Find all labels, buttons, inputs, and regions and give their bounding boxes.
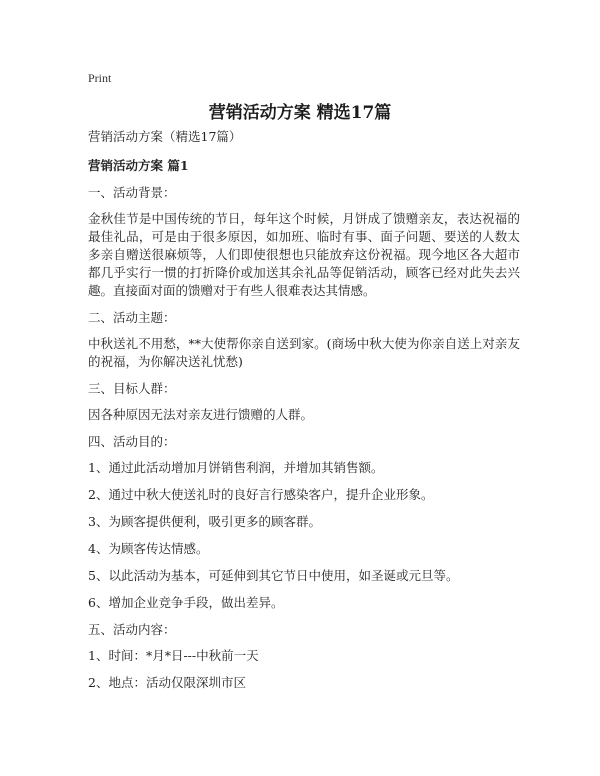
page-title: 营销活动方案 精选17篇: [208, 103, 392, 123]
list-item: 3、为顾客提供便利，吸引更多的顾客群。: [88, 514, 321, 529]
heading-purpose: 四、活动目的：: [88, 434, 176, 449]
section-title: 营销活动方案 篇1: [88, 158, 189, 173]
heading-target-group: 三、目标人群：: [88, 381, 176, 396]
list-item: 1、时间：*月*日---中秋前一天: [88, 648, 259, 663]
list-item: 6、增加企业竞争手段，做出差异。: [88, 595, 284, 610]
print-label: Print: [88, 71, 112, 85]
list-item: 1、通过此活动增加月饼销售利润，并增加其销售额。: [88, 460, 384, 475]
heading-content: 五、活动内容：: [88, 622, 176, 637]
list-item: 5、以此活动为基本，可延伸到其它节日中使用，如圣诞或元旦等。: [88, 568, 459, 583]
document-body: [88, 128, 520, 701]
list-item: 4、为顾客传达情感。: [88, 541, 209, 556]
paragraph-background: 金秋佳节是中国传统的节日，每年这个时候，月饼成了馈赠亲友，表达祝福的最佳礼品，可是由于很多原因，如加班、临时有事、面子问题、要送的人数太多亲自赠送很麻烦等，人们即使很想也只能放弃这份祝福。现今地区各大超市都几乎实行一惯的打折降价或加送其余礼品等促销活动，顾客已经对此失去兴趣。直接面对面的馈赠对于有些人很难表达其情感。: [88, 211, 520, 298]
paragraph-target-group: 因各种原因无法对亲友进行馈赠的人群。: [88, 407, 314, 422]
list-item: 2、通过中秋大使送礼时的良好言行感染客户，提升企业形象。: [88, 487, 434, 502]
document-subtitle: 营销活动方案（精选17篇）: [88, 129, 242, 144]
heading-theme: 二、活动主题：: [88, 310, 176, 325]
paragraph-theme: 中秋送礼不用愁，**大使帮你亲自送到家。(商场中秋大使为你亲自送上对亲友的祝福，为你解决送礼忧愁): [88, 336, 520, 369]
list-item: 2、地点：活动仅限深圳市区: [88, 675, 246, 690]
heading-background: 一、活动背景：: [88, 185, 176, 200]
